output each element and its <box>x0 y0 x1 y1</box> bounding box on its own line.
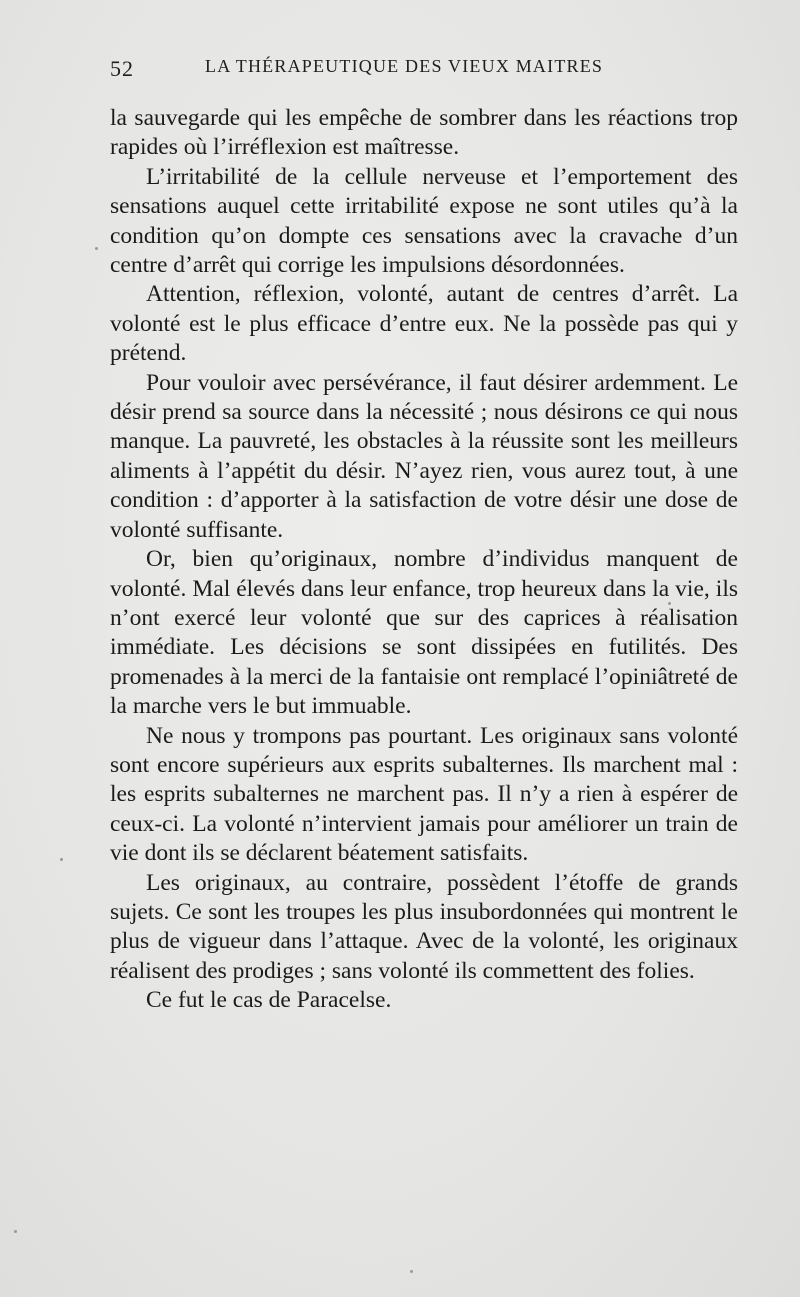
paragraph: Or, bien qu’originaux, nombre d’individus manquent de volonté. Mal élevés dans leur enfance, trop heureux dans la vie, ils n’ont exercé leur volonté que sur des caprices à réalisation immédiate. Les décisions se sont dissipées en futilités. Des promenades à la merci de la fantaisie ont remplacé l’opiniâtreté de la marche vers le but immuable. <box>110 546 738 720</box>
paper-speck <box>668 602 671 605</box>
paragraph-continued: la sauvegarde qui les empêche de sombrer dans les réactions trop rapides où l’irréflexion est maîtresse. <box>110 105 738 161</box>
page-header <box>110 50 740 84</box>
paragraph: Attention, réflexion, volonté, autant de centres d’arrêt. La volonté est le plus efficace d’entre eux. Ne la possède pas qui y prétend. <box>110 281 738 367</box>
page-number: 52 <box>110 56 134 81</box>
paper-speck <box>14 1230 17 1233</box>
paper-speck <box>60 858 63 861</box>
body-text <box>110 104 738 1016</box>
running-title: LA THÉRAPEUTIQUE DES VIEUX MAITRES <box>205 56 604 76</box>
paragraph: L’irritabilité de la cellule nerveuse et l’emportement des sensations auquel cette irritabilité expose ne sont utiles qu’à la condition qu’on dompte ces sensations avec la cravache d’un centre d’arrêt qui corrige les impulsions désordonnées. <box>110 163 738 279</box>
paragraph: Ne nous y trompons pas pourtant. Les originaux sans volonté sont encore supérieurs aux esprits subalternes. Ils marchent mal : les esprits subalternes ne marchent pas. Il n’y a rien à espérer de ceux-ci. La volonté n’intervient jamais pour améliorer un train de vie dont ils se déclarent béatement satisfaits. <box>110 722 738 867</box>
paragraph: Les originaux, au contraire, possèdent l’étoffe de grands sujets. Ce sont les troupes les plus insubordonnées qui montrent le plus de vigueur dans l’attaque. Avec de la volonté, les originaux réalisent des prodiges ; sans volonté ils commettent des folies. <box>110 869 738 984</box>
paper-speck <box>410 1270 413 1273</box>
paragraph: Pour vouloir avec persévérance, il faut désirer ardemment. Le désir prend sa source dans la nécessité ; nous désirons ce qui nous manque. La pauvreté, les obstacles à la réussite sont les meilleurs aliments à l’appétit du désir. N’ayez rien, vous aurez tout, à une condition : d’apporter à la satisfaction de votre désir une dose de volonté suffisante. <box>110 369 738 543</box>
paper-speck <box>95 247 98 250</box>
paragraph: Ce fut le cas de Paracelse. <box>146 987 392 1014</box>
